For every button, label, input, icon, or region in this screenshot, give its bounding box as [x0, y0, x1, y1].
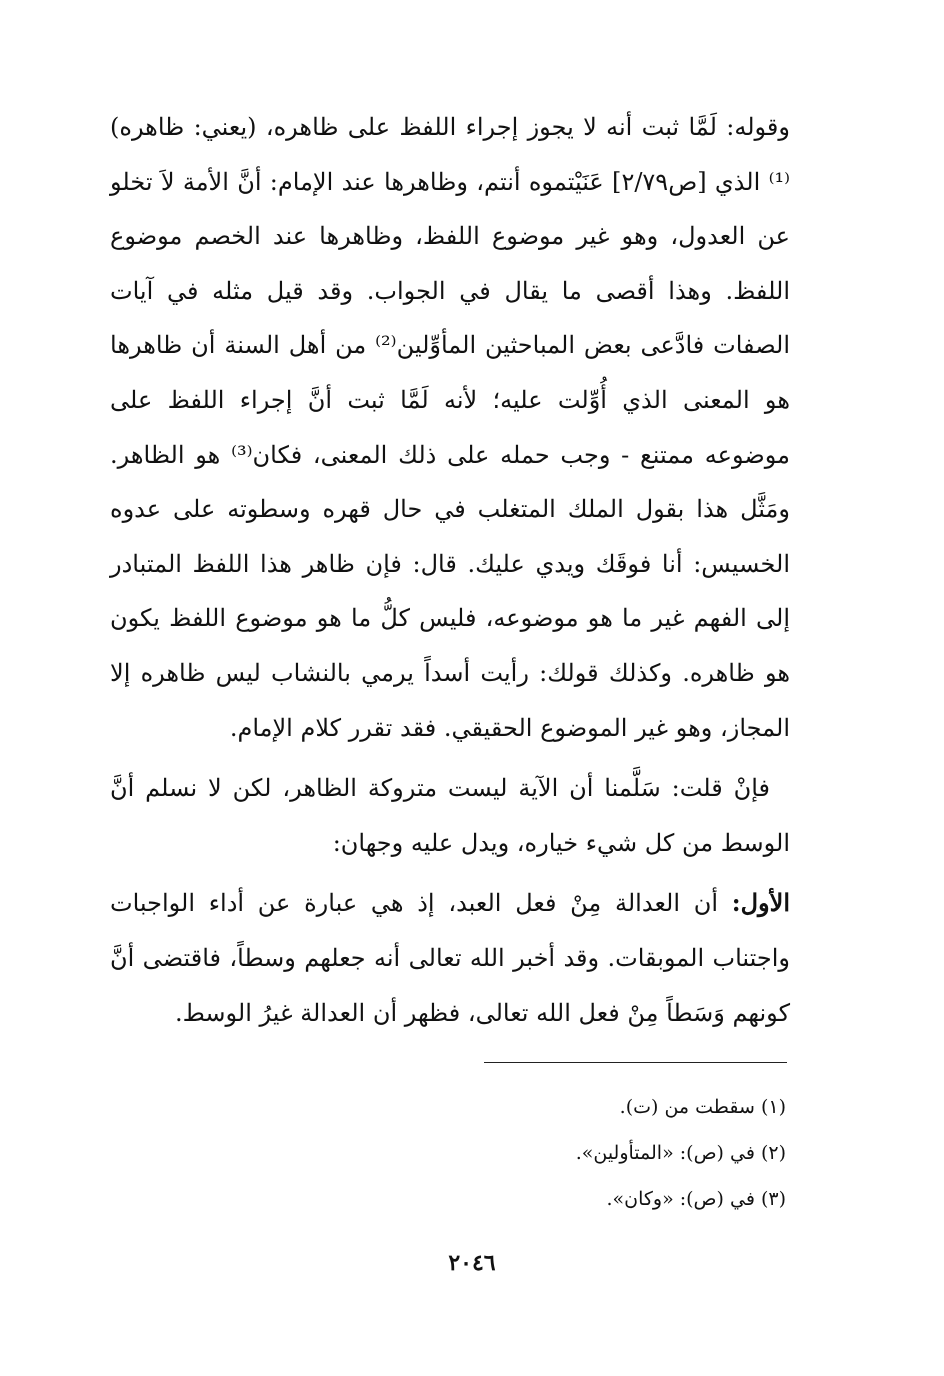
paragraph-3-text: أن العدالة مِنْ فعل العبد، إذ هي عبارة عن أداء الواجبات واجتناب الموبقات. وقد أخبر الله تعالى أنه جعلهم وسطاً، فاقتضى أنَّ كونهم وَسَطاً مِنْ فعل الله تعالى، فظهر أن العدالة غيرُ الوسط.	[110, 889, 791, 1027]
footnote-separator	[484, 1062, 787, 1063]
page-number: ٢٠٤٦	[448, 1250, 496, 1276]
paragraph-2: فإنْ قلت: سَلَّمنا أن الآية ليست متروكة الظاهر، لكن لا نسلم أنَّ الوسط من كل شيء خياره، ويدل عليه وجهان:	[110, 774, 790, 857]
footnote-2: (٢) في (ص): «المتأولين».	[575, 1142, 786, 1164]
footnote-1: (١) سقطت من (ت).	[619, 1096, 786, 1118]
paragraph-3-lead: الأول:	[731, 888, 790, 918]
paragraph-3	[110, 876, 790, 1040]
paragraph-1: وقوله: لَمَّا ثبت أنه لا يجوز إجراء اللفظ على ظاهره، (يعني: ظاهره)⁽¹⁾ الذي [ص٢/٧٩] عَنَيْتموه أنتم، وظاهرها عند الإمام: أنَّ الأمة لاَ تخلو عن العدول، وهو غير موضوع اللفظ، وظاهرها عند الخصم موضوع اللفظ. وهذا أقصى ما يقال في الجواب. وقد قيل مثله في آيات الصفات فادَّعى بعض المباحثين المأوِّلين⁽²⁾ من أهل السنة أن ظاهرها هو المعنى الذي أُوِّلت عليه؛ لأنه لَمَّا ثبت أنَّ إجراء اللفظ على موضوعه ممتنع - وجب حمله على ذلك المعنى، فكان⁽³⁾ هو الظاهر. ومَثَّل هذا بقول الملك المتغلب في حال قهره وسطوته على عدوه الخسيس: أنا فوقَك ويدي عليك. قال: فإن ظاهر هذا اللفظ المتبادر إلى الفهم غير ما هو موضوعه، فليس كلُّ ما هو موضوع اللفظ يكون هو ظاهره. وكذلك قولك: رأيت أسداً يرمي بالنشاب ليس ظاهره إلا المجاز، وهو غير الموضوع الحقيقي. فقد تقرر كلام الإمام.	[110, 113, 791, 742]
footnotes	[300, 1084, 786, 1222]
footnote-3: (٣) في (ص): «وكان».	[606, 1188, 786, 1210]
main-text	[110, 100, 790, 1040]
